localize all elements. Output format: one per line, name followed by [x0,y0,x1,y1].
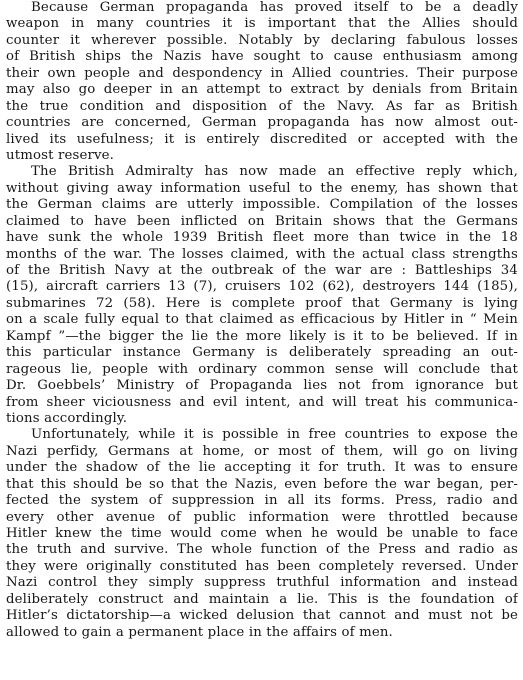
text-line: deliberately construct and maintain a lie. This is the foundation of [6,591,518,607]
text-line: that this should be so that the Nazis, even before the war began, per- [6,476,518,492]
text-line: Unfortunately, while it is possible in free countries to expose the [31,427,518,443]
text-line: utmost reserve. [6,147,115,163]
text-line: tions accordingly. [6,410,128,426]
paragraph-admiralty-reply [6,164,518,427]
text-line: their own people and despondency in Allied countries. Their purpose [6,65,518,81]
text-line: the truth and survive. The whole function of the Press and radio as [6,542,518,558]
text-line: every other avenue of public information were throttled because [6,509,518,525]
document-page [6,0,518,680]
text-line: of the British Navy at the outbreak of the war are : Battleships 34 [6,263,518,278]
text-line: Kampf ”—the bigger the lie the more likely is it to be believed. If in [6,328,518,344]
text-line: without giving away information useful to the enemy, has shown that [6,180,518,196]
text-line: Dr. Goebbels’ Ministry of Propaganda lies not from ignorance but [6,378,518,394]
text-line: (15), aircraft carriers 13 (7), cruisers 102 (62), destroyers 144 (185), [6,279,518,295]
text-line: Because German propaganda has proved itself to be a deadly [31,0,518,15]
text-line: this particular instance Germany is deliberately spreading an out- [6,345,518,361]
text-line: Hitler knew the time would come when he would be unable to face [6,526,518,541]
text-line: rageous lie, people with ordinary common sense will conclude that [6,361,518,377]
text-line: they were originally constituted has been completely reversed. Under [6,558,518,574]
text-line: claimed to have been inflicted on Britain shows that the Germans [6,213,518,229]
text-line: Hitler’s dictatorship—a wicked delusion that cannot and must not be [6,608,518,624]
text-line: lived its usefulness; it is entirely discredited or accepted with the [6,131,518,147]
text-line: Nazi control they simply suppress truthful information and instead [6,575,518,591]
text-line: have sunk the whole 1939 British fleet more than twice in the 18 [6,230,518,246]
text-line: months of the war. The losses claimed, with the actual class strengths [6,246,518,262]
text-line: from sheer viciousness and evil intent, and will treat his communica- [6,394,518,410]
text-line: countries are concerned, German propaganda has now almost out- [6,115,518,131]
text-line: of British ships the Nazis have sought to cause enthusiasm among [6,49,518,65]
text-line: Nazi perfidy, Germans at home, or most of them, will go on living [6,443,518,459]
text-line: The British Admiralty has now made an effective reply which, [31,164,518,180]
text-line: the German claims are utterly impossible. Compilation of the losses [6,197,518,213]
text-line: allowed to gain a permanent place in the affairs of men. [6,624,393,640]
text-line: under the shadow of the lie accepting it for truth. It was to ensure [6,460,518,476]
text-line: counter it wherever possible. Notably by declaring fabulous losses [6,32,518,48]
paragraph-nazi-suppression [6,427,518,641]
text-line: submarines 72 (58). Here is complete proof that Germany is lying [6,295,518,311]
text-line: may also go deeper in an attempt to extract by denials from Britain [6,82,518,98]
paragraph-german-propaganda [6,0,518,164]
text-line: fected the system of suppression in all its forms. Press, radio and [6,493,518,509]
text-line: the true condition and disposition of the Navy. As far as British [6,98,518,114]
text-line: weapon in many countries it is important that the Allies should [6,16,518,32]
text-line: on a scale fully equal to that claimed as efficacious by Hitler in “ Mein [6,312,518,328]
